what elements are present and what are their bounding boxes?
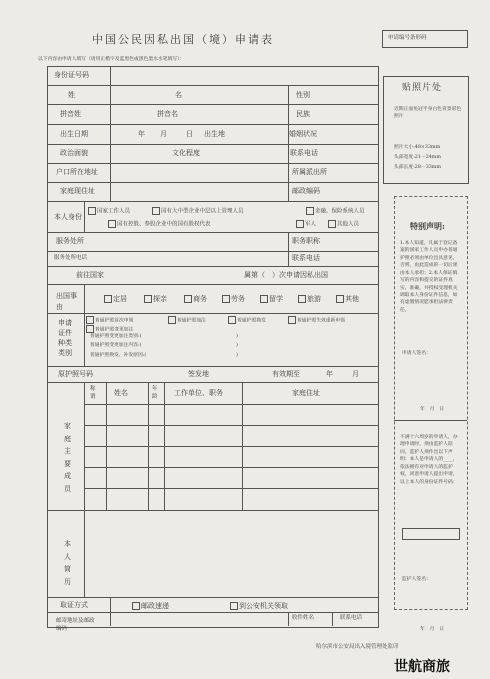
reason-option-7[interactable]: 其他 [336,295,359,303]
apply-type-7: 普通护照变更加注内容:( [90,343,142,348]
photo-title: 贴照片处 [402,83,443,93]
destination-label: 前往国家 [76,271,104,279]
resume-label: 本人简历 [64,540,71,586]
reason-option-2[interactable]: 探亲 [144,295,167,303]
pinyin-surname-label: 拼音姓 [60,110,81,118]
valid-until-label: 有效期至 [272,370,300,378]
family-header-address: 家庭住址 [292,389,320,397]
declaration-text: 1.本人知道，凡属于登记备案的国家工作人员申办普通护照必须由单位出具意见，否则，由此造成的一切后果由本人承担；2.本人保证填写的内容和提交的证件真实、准确，并授权受理机关调取本人身份证件信息，如有虚假情况愿承担法律责任。 [400,241,458,313]
given-name-label: 名 [175,91,182,99]
identity-option-2[interactable]: 国有大中型企业中层以上管理人员 [152,207,244,215]
apply-type-6: 普通护照变更加注类别:( [90,334,142,339]
recipient-phone-label: 联系电话 [340,615,363,621]
marital-label: 婚姻状况 [289,130,317,138]
id-number-field[interactable] [112,67,376,84]
pickup-option-1[interactable]: 邮政速递 [132,602,169,610]
reason-option-5[interactable]: 留学 [260,295,283,303]
hukou-address-label: 户口所在地址 [56,168,98,176]
identity-label: 本人身份 [54,213,82,221]
education-label: 文化程度 [172,149,200,157]
apply-type-5[interactable]: 普通护照变更加注 [86,325,133,333]
old-passport-label: 原护照号码 [58,370,93,378]
workplace-label: 服务处所 [56,237,84,245]
mail-address-label: 邮寄地址及邮政编码 [56,618,95,633]
gender-label: 性别 [296,91,310,99]
postal-code-label: 邮政编码 [292,187,320,195]
guardian-text: 不满十六周岁的申请人，办理申请时，须由监护人陪同。监护人须作出以下声明：本人是申请人的____，依法拥有对申请人的监护权，同意申请人提出申请，以上本人的身份证件号码： [400,435,458,485]
applicant-sign-label: 申请人签名： [402,351,431,356]
apply-type-2[interactable]: 普通护照加注 [168,316,206,324]
valid-month-label: 月 [352,370,359,378]
family-header-age: 年龄 [152,386,158,400]
issue-place-label: 签发地 [188,370,209,378]
political-label: 政治面貌 [60,149,88,157]
instruction: 以下内容由申请人填写（请用正楷字及蓝黑色或黑色墨水水笔填写）： [38,57,185,62]
apply-type-8-close: ) [236,353,238,358]
workplace-phone-label: 服务处所电话 [54,255,88,261]
day-label: 日 [186,130,193,138]
birthplace-label: 出生地 [204,130,225,138]
pinyin-given-label: 拼音名 [157,110,178,118]
identity-option-6[interactable]: 其他人员 [328,220,359,228]
reason-option-1[interactable]: 定居 [104,295,127,303]
destination-suffix: 属第（ ）次申请因私出国 [244,271,328,279]
reason-label: 出国事由 [56,292,77,312]
photo-spec-3: 头部长度:28－33mm [394,165,441,170]
reason-option-3[interactable]: 商务 [184,295,207,303]
month-label: 月 [160,130,167,138]
family-label: 家庭主要成员 [64,422,71,493]
identity-option-4[interactable]: 国有控股、参股企业中的国有股权代表 [108,220,211,228]
surname-label: 姓 [68,91,75,99]
photo-note: 近期正面免冠半身白色背景彩色照片 [394,107,462,120]
ethnicity-label: 民族 [296,110,310,118]
year-label: 年 [138,130,145,138]
identity-option-5[interactable]: 军人 [296,220,316,228]
police-station-label: 所属派出所 [292,168,327,176]
applicant-date-label: 年 月 日 [420,407,444,412]
pickup-label: 取证方式 [60,601,88,609]
valid-year-label: 年 [326,370,333,378]
home-address-label: 家庭现住址 [60,187,95,195]
photo-spec-2: 头部宽度:21－24mm [394,155,441,160]
photo-spec-1: 照片大小:48×33mm [394,145,441,150]
application-number-label: 申请编号条形码 [388,35,427,41]
watermark: 世航商旅 [394,659,450,675]
identity-option-3[interactable]: 金融、保险系统人员 [306,207,365,215]
apply-type-label: 申请证件种类类别 [58,319,72,358]
apply-type-4[interactable]: 普通护照失效重新申领 [288,316,345,324]
guardian-id-box[interactable] [402,528,460,540]
position-label: 职务职称 [292,237,320,245]
family-header-work: 工作单位、职务 [174,389,223,397]
footer-stamp: 哈尔滨市公安局出入境管理处监印 [316,644,399,650]
family-header-relation: 称谓 [90,386,96,400]
pickup-option-2[interactable]: 到公安机关领取 [230,602,288,610]
workplace-contact-label: 联系电话 [292,254,320,262]
contact-phone-label: 联系电话 [290,149,318,157]
reason-option-6[interactable]: 旅游 [298,295,321,303]
identity-option-1[interactable]: 国家工作人员 [88,207,130,215]
guardian-sign-label: 监护人签名： [402,577,431,582]
guardian-date-label: 年 月 日 [420,627,444,632]
family-header-name: 姓名 [114,389,128,397]
apply-type-1[interactable]: 普通护照首次申领 [86,316,133,324]
birth-date-label: 出生日期 [60,130,88,138]
apply-type-7-close: ) [236,343,238,348]
apply-type-8: 普通护照换发、补发原因:( [90,353,147,358]
declaration-title: 特别声明: [410,221,445,231]
id-number-label: 身份证号码 [54,71,89,79]
reason-option-4[interactable]: 劳务 [222,295,245,303]
form-title: 中国公民因私出国（境）申请表 [92,33,274,46]
recipient-label: 收件姓名 [292,615,315,621]
apply-type-6-close: ) [236,334,238,339]
apply-type-3[interactable]: 普通护照换发 [228,316,266,324]
